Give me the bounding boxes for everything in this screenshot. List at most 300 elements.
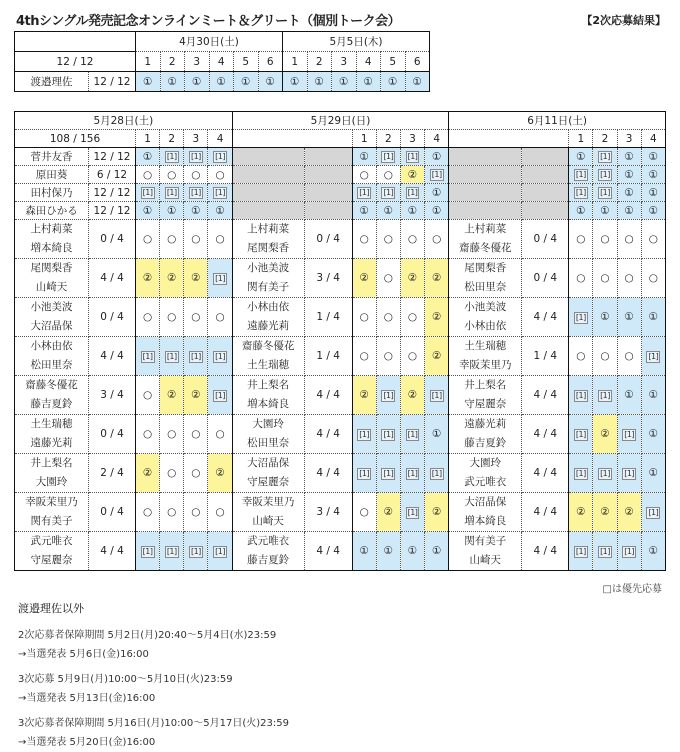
priority-box-icon: [1] xyxy=(407,429,418,439)
slot-cell: ② xyxy=(352,259,376,298)
slot-cell: ① xyxy=(185,72,210,92)
slot-cell xyxy=(376,415,400,454)
member-names xyxy=(449,298,522,337)
member-count: 0 / 4 xyxy=(89,220,136,259)
member-names xyxy=(232,493,304,532)
slot-cell: ○ xyxy=(376,166,400,184)
slot-cell xyxy=(617,532,641,571)
priority-box-icon: [1] xyxy=(190,351,201,361)
total-count: 12 / 12 xyxy=(15,52,136,72)
priority-box-icon: [1] xyxy=(407,152,418,161)
slot-cell: ① xyxy=(617,166,641,184)
priority-box-icon: [1] xyxy=(407,507,418,517)
date-header: 5月28日(土) xyxy=(15,112,233,130)
slot-cell xyxy=(425,166,449,184)
table-row xyxy=(15,220,666,259)
member-names xyxy=(232,148,304,166)
member-count: 1 / 4 xyxy=(304,298,352,337)
member-name: 増本綺良 xyxy=(464,515,507,527)
member-name: 武元唯衣 xyxy=(464,476,507,488)
member-name: 小林由依 xyxy=(464,320,507,332)
member-count: 0 / 4 xyxy=(304,220,352,259)
slot-cell xyxy=(593,184,617,202)
member-count xyxy=(522,166,569,184)
member-name: 山崎天 xyxy=(469,554,501,566)
member-names xyxy=(15,184,89,202)
slot-cell xyxy=(400,184,424,202)
member-count: 0 / 4 xyxy=(89,493,136,532)
slot-cell: ① xyxy=(641,148,665,166)
member-names xyxy=(449,337,522,376)
member-names xyxy=(449,259,522,298)
legend-priority: □は優先応募 xyxy=(602,584,662,595)
slot-cell: ○ xyxy=(425,220,449,259)
slot-cell: ○ xyxy=(593,259,617,298)
priority-box-icon: [1] xyxy=(383,468,394,478)
slot-cell: ① xyxy=(184,202,208,220)
slot-cell: ② xyxy=(352,376,376,415)
member-count: 6 / 12 xyxy=(89,166,136,184)
slot-cell: ② xyxy=(425,337,449,376)
blank-header xyxy=(15,32,136,52)
member-name: 大園玲 xyxy=(35,476,68,488)
slot-number: 2 xyxy=(160,52,185,72)
member-name: 尾関梨香 xyxy=(464,262,507,274)
member-names xyxy=(15,415,89,454)
priority-box-icon: [1] xyxy=(215,273,225,283)
slot-cell: ○ xyxy=(617,220,641,259)
priority-box-icon: [1] xyxy=(359,468,370,478)
priority-box-icon: [1] xyxy=(215,188,225,197)
member-name: 山崎天 xyxy=(35,281,68,293)
slot-cell: ○ xyxy=(136,220,160,259)
slot-cell: ② xyxy=(208,454,232,493)
slot-cell xyxy=(160,337,184,376)
member-names xyxy=(449,184,522,202)
slot-cell: ① xyxy=(258,72,283,92)
slot-cell: ② xyxy=(569,493,593,532)
slot-number: 2 xyxy=(160,130,184,148)
slot-cell: ○ xyxy=(400,337,424,376)
member-names xyxy=(15,376,89,415)
member-name: 小池美波 xyxy=(30,301,73,313)
slot-cell xyxy=(569,532,593,571)
slot-cell: ① xyxy=(641,415,665,454)
priority-box-icon: [1] xyxy=(575,170,586,179)
member-name: 大沼晶保 xyxy=(247,457,290,469)
member-count: 3 / 4 xyxy=(304,493,352,532)
priority-box-icon: [1] xyxy=(600,152,610,161)
slot-cell: ② xyxy=(617,493,641,532)
member-name: 関有美子 xyxy=(464,535,507,547)
member-count: 4 / 4 xyxy=(304,532,352,571)
member-name: 守屋麗奈 xyxy=(464,398,507,410)
member-names xyxy=(449,415,522,454)
slot-cell: ○ xyxy=(569,220,593,259)
table-row xyxy=(15,415,666,454)
table-row xyxy=(15,493,666,532)
slot-cell: ① xyxy=(307,72,332,92)
slot-cell: ② xyxy=(593,415,617,454)
slot-cell: ① xyxy=(283,72,308,92)
slot-cell: ① xyxy=(425,148,449,166)
slot-cell xyxy=(569,454,593,493)
slot-cell xyxy=(376,454,400,493)
member-name: 遠藤光莉 xyxy=(30,437,73,449)
member-name: 小林由依 xyxy=(247,301,290,313)
slot-cell: ○ xyxy=(352,298,376,337)
slot-cell: ○ xyxy=(593,220,617,259)
slot-cell: ○ xyxy=(352,337,376,376)
priority-box-icon: [1] xyxy=(600,468,610,478)
slot-cell: ② xyxy=(376,493,400,532)
slot-cell: ○ xyxy=(136,376,160,415)
slot-cell: ○ xyxy=(184,493,208,532)
slot-cell: ① xyxy=(641,202,665,220)
slot-cell: ○ xyxy=(376,259,400,298)
slot-number: 5 xyxy=(234,52,259,72)
member-name: 幸阪茉里乃 xyxy=(241,496,295,508)
member-name: 小池美波 xyxy=(464,301,507,313)
slot-cell: ○ xyxy=(136,166,160,184)
member-name: 齋藤冬優花 xyxy=(459,242,512,254)
slot-cell: ① xyxy=(425,532,449,571)
risa-schedule-table xyxy=(14,31,430,92)
priority-box-icon: [1] xyxy=(648,351,659,361)
slot-number: 5 xyxy=(381,52,406,72)
member-name: 幸阪茉里乃 xyxy=(25,496,78,508)
member-count xyxy=(304,184,352,202)
priority-box-icon: [1] xyxy=(383,188,394,197)
slot-cell xyxy=(400,454,424,493)
member-name: 大沼晶保 xyxy=(30,320,73,332)
slot-cell: ① xyxy=(641,532,665,571)
member-name: 井上梨名 xyxy=(30,457,73,469)
slot-cell: ○ xyxy=(184,220,208,259)
slot-cell xyxy=(400,493,424,532)
priority-box-icon: [1] xyxy=(166,188,177,197)
member-name: 井上梨名 xyxy=(464,379,507,391)
slot-cell: ② xyxy=(425,259,449,298)
priority-box-icon: [1] xyxy=(624,429,635,439)
slot-cell xyxy=(569,376,593,415)
member-count xyxy=(304,166,352,184)
slot-cell: ① xyxy=(160,202,184,220)
member-name: 土生瑞穂 xyxy=(247,359,290,371)
member-names xyxy=(232,454,304,493)
member-name: 藤吉夏鈴 xyxy=(247,554,290,566)
member-count: 4 / 4 xyxy=(522,376,569,415)
member-name: 守屋麗奈 xyxy=(30,554,73,566)
slot-cell xyxy=(208,259,232,298)
member-count xyxy=(304,148,352,166)
table-row xyxy=(15,202,666,220)
member-name: 上村莉菜 xyxy=(464,223,507,235)
member-names xyxy=(449,148,522,166)
priority-box-icon: [1] xyxy=(166,351,177,361)
member-names xyxy=(232,166,304,184)
slot-cell: ① xyxy=(593,202,617,220)
note-line: →当選発表 5月6日(金)16:00 xyxy=(18,649,149,660)
slot-cell: ① xyxy=(209,72,234,92)
member-names xyxy=(232,376,304,415)
priority-box-icon: [1] xyxy=(383,390,394,400)
priority-box-icon: [1] xyxy=(575,312,586,322)
priority-box-icon: [1] xyxy=(190,546,201,556)
date-header: 5月29日(日) xyxy=(232,112,449,130)
slot-cell: ② xyxy=(425,493,449,532)
member-count: 2 / 4 xyxy=(89,454,136,493)
member-names xyxy=(232,259,304,298)
slot-number: 1 xyxy=(569,130,593,148)
member-names xyxy=(449,220,522,259)
slot-cell: ○ xyxy=(184,454,208,493)
slot-number: 4 xyxy=(208,130,232,148)
slot-cell: ○ xyxy=(136,493,160,532)
date-header: 5月5日(木) xyxy=(283,32,430,52)
slot-cell: ○ xyxy=(617,259,641,298)
priority-box-icon: [1] xyxy=(575,468,586,478)
slot-cell: ○ xyxy=(160,220,184,259)
priority-box-icon: [1] xyxy=(575,390,586,400)
slot-number: 4 xyxy=(356,52,381,72)
note-line: →当選発表 5月13日(金)16:00 xyxy=(18,693,156,704)
member-names xyxy=(15,337,89,376)
member-name: 松田里奈 xyxy=(464,281,507,293)
slot-cell: ○ xyxy=(208,415,232,454)
slot-cell: ② xyxy=(136,454,160,493)
priority-box-icon: [1] xyxy=(190,152,201,161)
date-header: 4月30日(土) xyxy=(136,32,283,52)
table-row xyxy=(15,532,666,571)
member-count: 4 / 4 xyxy=(304,454,352,493)
member-name: 藤吉夏鈴 xyxy=(30,398,73,410)
priority-box-icon: [1] xyxy=(215,546,225,556)
slot-number: 6 xyxy=(405,52,430,72)
table-row xyxy=(15,376,666,415)
member-name: 小池美波 xyxy=(247,262,290,274)
priority-box-icon: [1] xyxy=(648,507,659,517)
notes-heading: 渡邉理佐以外 xyxy=(18,602,84,615)
slot-cell: ○ xyxy=(352,166,376,184)
member-name: 増本綺良 xyxy=(30,242,73,254)
priority-box-icon: [1] xyxy=(600,188,610,197)
slot-cell xyxy=(136,532,160,571)
slot-number: 6 xyxy=(258,52,283,72)
note-line: 3次応募 5月9日(月)10:00～5月10日(火)23:59 xyxy=(18,674,233,685)
slot-cell: ② xyxy=(400,376,424,415)
slot-cell: ○ xyxy=(160,493,184,532)
member-name: 幸阪茉里乃 xyxy=(459,359,512,371)
member-names xyxy=(15,202,89,220)
slot-cell: ① xyxy=(641,298,665,337)
slot-cell xyxy=(136,337,160,376)
date-header: 6月11日(土) xyxy=(449,112,666,130)
slot-cell: ① xyxy=(208,202,232,220)
slot-cell: ① xyxy=(352,532,376,571)
slot-cell xyxy=(569,184,593,202)
slot-cell xyxy=(593,532,617,571)
slot-cell: ① xyxy=(425,184,449,202)
table-row xyxy=(15,148,666,166)
slot-cell: ○ xyxy=(352,493,376,532)
priority-box-icon: [1] xyxy=(215,152,225,161)
table-row xyxy=(15,298,666,337)
slot-number: 2 xyxy=(593,130,617,148)
priority-box-icon: [1] xyxy=(142,546,153,556)
slot-number: 1 xyxy=(283,52,308,72)
slot-number: 4 xyxy=(641,130,665,148)
slot-cell xyxy=(593,376,617,415)
slot-cell: ② xyxy=(160,376,184,415)
priority-box-icon: [1] xyxy=(624,546,635,556)
slot-cell: ○ xyxy=(208,493,232,532)
member-count: 0 / 4 xyxy=(89,298,136,337)
member-names xyxy=(232,298,304,337)
slot-cell xyxy=(593,166,617,184)
priority-box-icon: [1] xyxy=(431,468,442,478)
slot-number: 3 xyxy=(185,52,210,72)
member-count: 3 / 4 xyxy=(304,259,352,298)
member-count: 4 / 4 xyxy=(89,337,136,376)
slot-cell xyxy=(400,148,424,166)
slot-cell: ① xyxy=(400,532,424,571)
member-name: 武元唯衣 xyxy=(247,535,290,547)
slot-cell: ② xyxy=(425,298,449,337)
priority-box-icon: [1] xyxy=(383,429,394,439)
slot-cell: ① xyxy=(569,202,593,220)
slot-cell: ○ xyxy=(184,166,208,184)
slot-cell xyxy=(208,148,232,166)
slot-cell xyxy=(208,376,232,415)
table-row xyxy=(15,184,666,202)
slot-cell: ① xyxy=(617,202,641,220)
member-count: 3 / 4 xyxy=(89,376,136,415)
member-names xyxy=(232,337,304,376)
priority-box-icon: [1] xyxy=(600,170,610,179)
slot-cell xyxy=(425,376,449,415)
member-name: 土生瑞穂 xyxy=(464,340,507,352)
slot-cell: ○ xyxy=(617,337,641,376)
member-name: 松田里奈 xyxy=(30,359,73,371)
slot-cell: ○ xyxy=(160,166,184,184)
member-name: 上村莉菜 xyxy=(247,223,290,235)
slot-number: 3 xyxy=(400,130,424,148)
member-name: 大沼晶保 xyxy=(464,496,507,508)
slot-cell: ○ xyxy=(376,337,400,376)
slot-cell xyxy=(593,454,617,493)
member-count: 1 / 4 xyxy=(522,337,569,376)
member-count xyxy=(522,184,569,202)
slot-cell: ① xyxy=(352,202,376,220)
member-names xyxy=(15,148,89,166)
slot-cell: ○ xyxy=(376,220,400,259)
slot-cell: ○ xyxy=(569,337,593,376)
slot-cell: ① xyxy=(381,72,406,92)
slot-cell: ① xyxy=(641,376,665,415)
note-line: 2次応募者保障期間 5月2日(月)20:40～5月4日(水)23:59 xyxy=(18,630,277,641)
note-line: →当選発表 5月20日(金)16:00 xyxy=(18,737,156,748)
slot-number: 1 xyxy=(136,52,161,72)
member-names xyxy=(15,259,89,298)
slot-cell xyxy=(425,454,449,493)
member-count: 4 / 4 xyxy=(522,454,569,493)
member-name: 田村保乃 xyxy=(30,187,73,199)
slot-cell xyxy=(208,532,232,571)
slot-cell: ○ xyxy=(593,337,617,376)
member-count: 4 / 4 xyxy=(522,415,569,454)
member-name: 松田里奈 xyxy=(247,437,290,449)
priority-box-icon: [1] xyxy=(166,546,177,556)
priority-box-icon: [1] xyxy=(624,468,635,478)
priority-box-icon: [1] xyxy=(383,152,394,161)
slot-cell: ○ xyxy=(208,220,232,259)
member-names xyxy=(232,202,304,220)
slot-cell: ① xyxy=(376,532,400,571)
member-name: 上村莉菜 xyxy=(30,223,73,235)
member-names xyxy=(15,220,89,259)
priority-box-icon: [1] xyxy=(359,429,370,439)
priority-box-icon: [1] xyxy=(359,188,370,197)
table-row xyxy=(15,454,666,493)
table-row xyxy=(15,166,666,184)
member-names xyxy=(449,376,522,415)
slot-cell: ○ xyxy=(160,298,184,337)
member-count: 0 / 4 xyxy=(522,220,569,259)
slot-cell xyxy=(352,184,376,202)
slot-cell: ② xyxy=(184,376,208,415)
member-name: 関有美子 xyxy=(30,515,73,527)
member-count: 12 / 12 xyxy=(89,148,136,166)
slot-cell: ② xyxy=(184,259,208,298)
priority-box-icon: [1] xyxy=(166,152,177,161)
member-count: 1 / 4 xyxy=(304,337,352,376)
schedule-table xyxy=(14,111,666,571)
slot-cell: ○ xyxy=(641,259,665,298)
member-count: 4 / 4 xyxy=(522,298,569,337)
priority-box-icon: [1] xyxy=(600,546,610,556)
priority-box-icon: [1] xyxy=(215,351,225,361)
slot-cell xyxy=(569,166,593,184)
member-name: 森田ひかる xyxy=(25,205,78,217)
slot-number: 4 xyxy=(425,130,449,148)
slot-number: 3 xyxy=(617,130,641,148)
slot-cell xyxy=(593,148,617,166)
member-names xyxy=(449,493,522,532)
member-count: 12 / 12 xyxy=(89,202,136,220)
member-count xyxy=(522,148,569,166)
slot-cell: ① xyxy=(641,454,665,493)
slot-number: 4 xyxy=(209,52,234,72)
member-names xyxy=(15,298,89,337)
member-names xyxy=(232,220,304,259)
slot-cell: ① xyxy=(405,72,430,92)
member-name: 増本綺良 xyxy=(247,398,290,410)
slot-cell: ○ xyxy=(184,298,208,337)
slot-cell xyxy=(184,337,208,376)
slot-cell: ② xyxy=(400,166,424,184)
priority-box-icon: [1] xyxy=(575,429,586,439)
slot-cell xyxy=(352,415,376,454)
member-name: 大園玲 xyxy=(252,418,284,430)
slot-cell: ① xyxy=(332,72,357,92)
slot-number: 3 xyxy=(184,130,208,148)
member-names xyxy=(232,532,304,571)
slot-cell: ○ xyxy=(400,298,424,337)
slot-cell xyxy=(569,415,593,454)
slot-cell xyxy=(641,337,665,376)
member-name: 井上梨名 xyxy=(247,379,290,391)
